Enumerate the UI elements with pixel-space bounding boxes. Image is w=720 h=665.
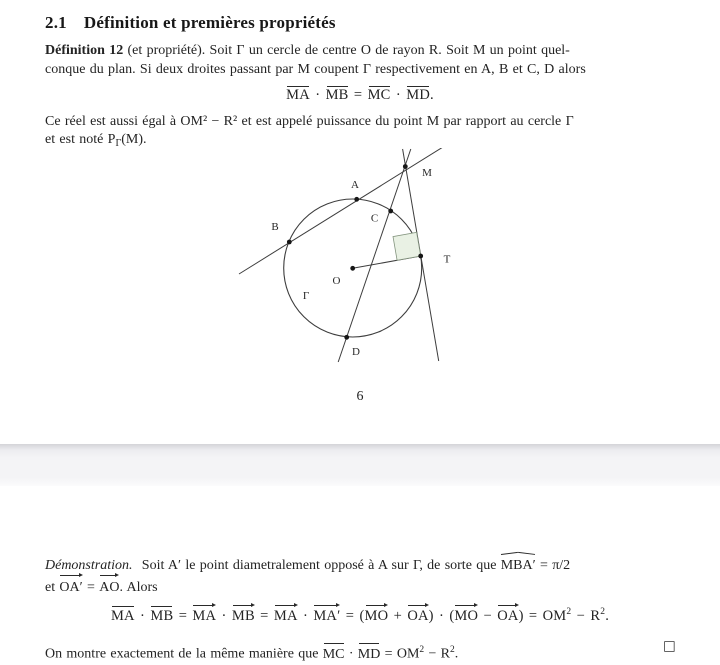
point-label-T: T <box>443 253 451 266</box>
formula-text: . <box>454 646 459 662</box>
formula-text: − <box>478 607 498 624</box>
point-dot-D <box>344 335 349 340</box>
display-formula-power-definition <box>0 87 720 104</box>
angle-hat-MBA: MBA′ <box>500 558 536 573</box>
formula-text: · <box>216 607 232 624</box>
vector-AO: AO <box>99 580 120 595</box>
section-number: 2.1 <box>45 13 67 32</box>
formula-text: · <box>297 607 314 624</box>
formula-bar: MB <box>150 607 174 624</box>
formula-text: . <box>430 87 434 103</box>
point-dot-C <box>388 209 393 214</box>
formula-vec: MA <box>273 607 298 624</box>
section-title: Définition et premières propriétés <box>83 13 336 32</box>
closing-line <box>45 641 458 664</box>
vector-OA-prime: OA′ <box>59 580 83 595</box>
formula-text: = <box>254 607 274 624</box>
formula-text: − R <box>571 607 601 624</box>
formula-text: + <box>388 607 408 624</box>
formula-bar: MD <box>357 646 381 662</box>
point-dot-A <box>354 197 359 202</box>
proof-label: Démonstration. <box>45 558 133 573</box>
point-label-B: B <box>271 221 279 233</box>
formula-bar: MA <box>110 607 135 624</box>
point-label-C: C <box>370 212 379 225</box>
point-dot-T <box>418 254 423 259</box>
power-line2-pre: et est noté P <box>45 132 116 147</box>
geometry-figure <box>228 148 460 368</box>
circle-label-gamma: Γ <box>302 290 310 302</box>
formula-sup: 2 <box>600 607 606 617</box>
display-formula-proof <box>0 607 720 625</box>
point-dot-B <box>287 240 292 245</box>
formula-text: · <box>390 87 407 103</box>
formula-sup: 2 <box>450 645 455 655</box>
page-separator-gap <box>0 444 720 486</box>
qed-symbol: □ <box>663 638 676 654</box>
formula-bar: MC <box>322 646 345 662</box>
formula-text: = <box>173 607 193 624</box>
proof-line2-end: . Alors <box>119 580 158 595</box>
formula-text: − R <box>424 646 451 662</box>
formula-bar: MD <box>406 87 431 103</box>
proof-line2-mid: = <box>82 580 100 595</box>
formula-vec: MO <box>454 607 479 624</box>
proof-line2-pre: et <box>45 580 60 595</box>
point-label-A: A <box>351 179 359 191</box>
formula-vec: OA <box>497 607 519 624</box>
formula-text: · <box>309 87 326 103</box>
definition-line1-text: (et propriété). Soit Γ un cercle de centre O de rayon R. Soit M un point quel- <box>123 43 570 58</box>
power-paragraph-line-1: Ce réel est aussi égal à OM² − R² et est appelé puissance du point M par rapport au cercle Γ <box>45 113 574 129</box>
proof-line-2 <box>45 578 158 597</box>
formula-vec: MO <box>364 607 389 624</box>
formula-text: ) · ( <box>428 607 455 624</box>
proof-line1-text: Soit A′ le point diametralement opposé à A sur Γ, de sorte que <box>137 558 501 573</box>
proof-line-1 <box>45 556 570 575</box>
formula-vec: MB <box>231 607 255 624</box>
proof-line1-end: = π/2 <box>535 558 571 573</box>
formula-text: = OM <box>380 646 420 662</box>
formula-text: = ( <box>340 607 365 624</box>
formula-vec: OA <box>407 607 429 624</box>
formula-bar: MA <box>286 87 310 103</box>
definition-line-1 <box>45 41 570 60</box>
right-angle-marker <box>393 232 421 260</box>
point-dot-M <box>403 164 408 169</box>
gamma-subscript: Γ <box>115 138 122 149</box>
formula-text: ) = OM <box>518 607 567 624</box>
formula-sup: 2 <box>566 607 572 617</box>
formula-text: · <box>134 607 151 624</box>
formula-bar: MB <box>325 87 349 103</box>
point-label-M: M <box>422 167 432 179</box>
definition-line-2: conque du plan. Si deux droites passant par M coupent Γ respectivement en A, B et C, D alors <box>45 61 586 77</box>
power-paragraph-line-2 <box>45 130 147 153</box>
power-line2-post: (M). <box>121 132 147 147</box>
formula-vec: MA′ <box>313 607 341 624</box>
formula-text: On montre exactement de la même manière que <box>45 646 323 662</box>
section-heading <box>45 13 336 33</box>
page-number: 6 <box>356 389 364 404</box>
point-label-O: O <box>332 275 341 287</box>
point-label-D: D <box>352 346 360 358</box>
point-dot-O <box>350 266 355 271</box>
formula-text: = <box>348 87 368 103</box>
formula-bar: MC <box>367 87 391 103</box>
formula-vec: MA <box>192 607 217 624</box>
formula-sup: 2 <box>419 645 425 655</box>
formula-text: · <box>344 646 358 662</box>
formula-text: . <box>605 607 610 624</box>
definition-label: Définition 12 <box>45 43 124 58</box>
